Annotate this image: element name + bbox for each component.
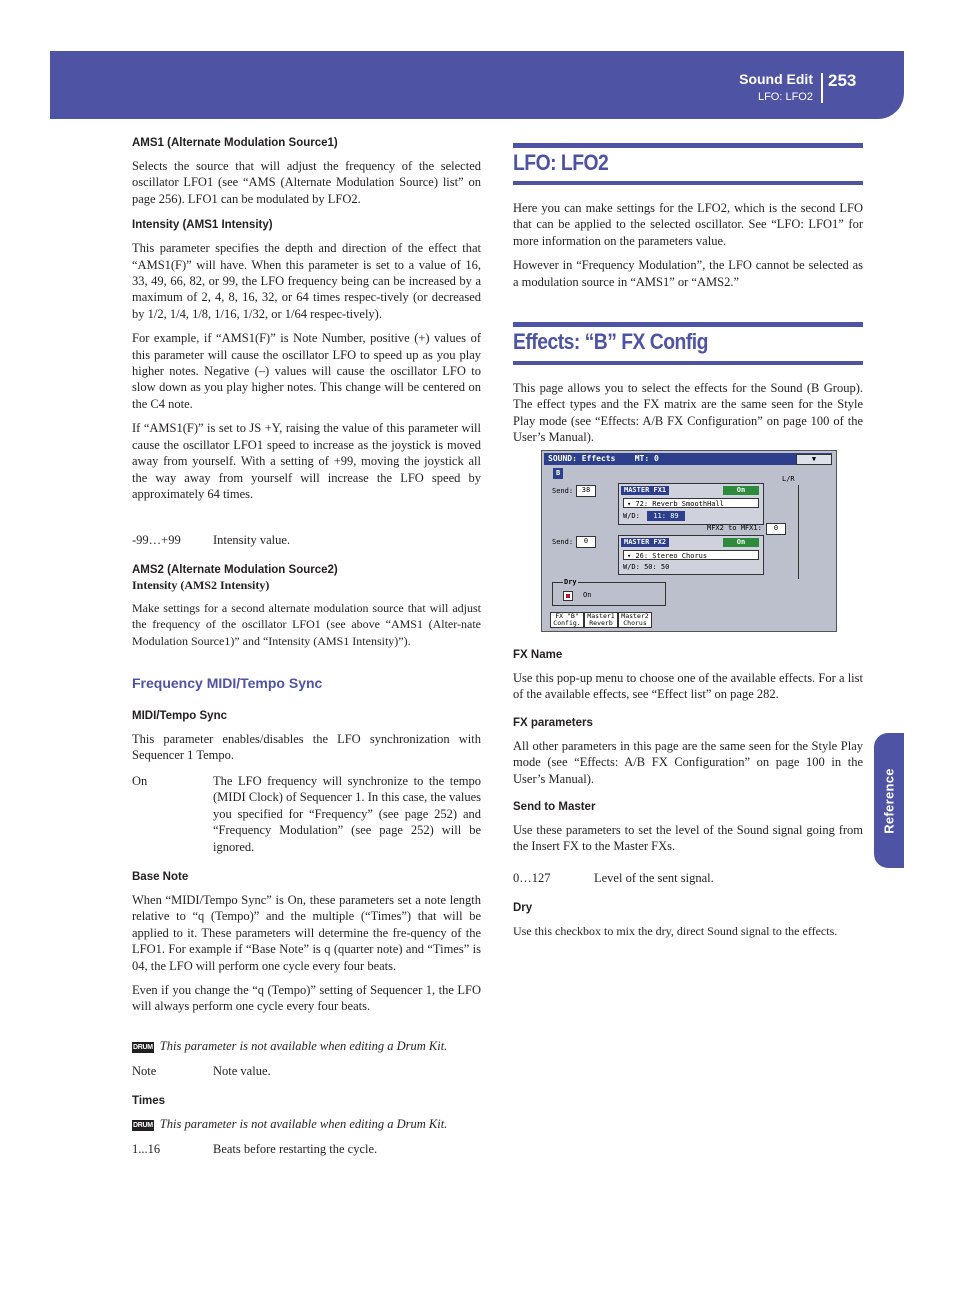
- send2-value[interactable]: 0: [576, 536, 596, 548]
- dry-checkbox[interactable]: [563, 591, 573, 601]
- sync-on-value: The LFO frequency will synchronize to the tempo (MIDI Clock) of Sequencer 1. In this case, the values you specified for “Frequency” (see page 252) and “Frequency Modulation” (see page 252) will be ignored.: [213, 774, 481, 854]
- int1-range-row: [132, 532, 481, 549]
- dropdown-arrow-icon: ▾: [627, 552, 632, 560]
- send1-value[interactable]: 38: [576, 485, 596, 497]
- lr-label: L/R: [782, 475, 795, 483]
- screen-title-bar: SOUND: Effects MT: 0: [544, 453, 832, 465]
- dry-body: Use this checkbox to mix the dry, direct Sound signal to the effects.: [513, 924, 838, 938]
- drum-note-text: This parameter is not available when editing a Drum Kit.: [159, 1117, 448, 1131]
- send-range-key: 0…127: [513, 871, 551, 885]
- send2-label: Send:: [552, 538, 574, 546]
- times-value: Beats before restarting the cycle.: [213, 1142, 378, 1156]
- base-note-paragraph-1: When “MIDI/Tempo Sync” is On, these parameters set a note length relative to “q (Tempo)” and the multiple (“Times”) that will be applied to it. These parameters will determine the fre-quency of the LFO1. For example if “Base Note” is q (quarter note) and “Times” is 04, the LFO will perform one cycle every four beats.: [132, 893, 481, 973]
- int1-paragraph-1: This parameter specifies the depth and direction of the effect that “AMS1(F)” will have. When this parameter is set to a value of 16, 33, 49, 66, 82, or 99, the LFO frequency being can be increased by a maximum of 2, 4, 8, 16, 32, or 64 times respec-tively (or decreased by 1/2, 1/4, 1/8, 1/16, 1/32, or 1/64 respec-tively).: [132, 241, 481, 321]
- fx2-wd: W/D: 50: 50: [623, 563, 670, 571]
- header-divider: [821, 73, 823, 103]
- tab-master2-chorus[interactable]: Master2 Chorus: [618, 612, 652, 628]
- int2-title: Intensity (AMS2 Intensity): [132, 578, 270, 592]
- fx-intro-paragraph: This page allows you to select the effects for the Sound (B Group). The effect types and the FX matrix are the same seen for the Style Play mode (see “Effects: A/B FX Configuration” on page 100 of the User’s Manual).: [513, 381, 863, 445]
- mfx-label: MFX2 to MFX1:: [707, 524, 762, 532]
- drum-note-text: This parameter is not available when editing a Drum Kit.: [159, 1039, 448, 1053]
- fx-intro-block: [513, 380, 863, 446]
- fx1-label: MASTER FX1: [621, 486, 669, 495]
- section-title: Sound Edit: [739, 71, 813, 87]
- send-to-master-body: Use these parameters to set the level of the Sound signal going from the Insert FX to the Master FXs.: [513, 823, 863, 854]
- sync-block: [132, 710, 481, 764]
- lfo2-heading: LFO: LFO2: [513, 150, 609, 175]
- fx-config-screenshot: [541, 450, 837, 632]
- subsection-title: LFO: LFO2: [757, 91, 813, 103]
- side-tab-reference: [874, 733, 904, 868]
- sync-on-row: [132, 773, 481, 857]
- sync-title: MIDI/Tempo Sync: [132, 710, 227, 722]
- fx1-name-select[interactable]: ▾ 72: Reverb SmoothHall: [623, 498, 759, 508]
- fx-params-title: FX parameters: [513, 716, 593, 729]
- side-tab-label: Reference: [881, 767, 897, 834]
- base-note-block: [132, 871, 481, 1015]
- ams1-body: Selects the source that will adjust the frequency of the selected oscillator LFO1 (see “AMS (Alternate Modulation Source) list” on page 256). LFO1 can be modulated by LFO2.: [132, 159, 481, 206]
- signal-line: [798, 485, 799, 579]
- lfo2-paragraph-2: However in “Frequency Modulation”, the LFO cannot be selected as a modulation source in “AMS1” or “AMS2.”: [513, 258, 863, 289]
- frequency-heading: Frequency MIDI/Tempo Sync: [132, 675, 323, 691]
- send-range-value: Level of the sent signal.: [594, 871, 714, 885]
- fx1-wd-value[interactable]: 11: 89: [647, 511, 685, 521]
- dry-label: Dry: [564, 578, 577, 586]
- send1-label: Send:: [552, 487, 574, 495]
- heading-rule-top: [513, 322, 863, 327]
- fx-config-heading: Effects: “B” FX Config: [513, 329, 708, 354]
- dropdown-arrow-icon: ▾: [627, 500, 632, 508]
- fx-name-block: [513, 649, 863, 855]
- tab-master1-reverb[interactable]: Master1 Reverb: [584, 612, 618, 628]
- base-note-paragraph-2: Even if you change the “q (Tempo)” setting of Sequencer 1, the LFO will always perform one cycle every four beats.: [132, 983, 481, 1014]
- dry-title: Dry: [513, 902, 533, 914]
- ams2-block: [132, 564, 481, 649]
- drum-icon: DRUM: [133, 1121, 153, 1129]
- menu-dropdown-icon[interactable]: ▼: [796, 454, 832, 465]
- fx-name-body: Use this pop-up menu to choose one of the available effects. For a list of the available effects, see “Effect list” on page 282.: [513, 671, 863, 702]
- fx2-label: MASTER FX2: [621, 538, 669, 547]
- group-label: B: [553, 468, 563, 479]
- times-key: 1...16: [132, 1142, 161, 1156]
- mfx-value[interactable]: 0: [766, 523, 786, 535]
- sync-on-key: On: [132, 774, 148, 788]
- times-title: Times: [132, 1095, 166, 1107]
- int1-paragraph-2: For example, if “AMS1(F)” is Note Number, positive (+) values of this parameter will cause the oscillator LFO to speed up as you play higher notes. Negative (–) values will cause the oscillator LFO to slow down as you play higher notes. This change will be centered on the C4 note.: [132, 331, 481, 411]
- fx2-name-select[interactable]: ▾ 26: Stereo Chorus: [623, 550, 759, 560]
- fx2-on-toggle[interactable]: On: [723, 538, 759, 547]
- lfo2-block: [513, 200, 863, 290]
- ams2-body: Make settings for a second alternate modulation source that will adjust the frequency of the oscillator LFO1 (see above “AMS1 (Alter-nate Modulation Source1)” and “Intensity (AMS1 Intensity)”).: [132, 601, 481, 648]
- drum-icon: DRUM: [133, 1043, 153, 1051]
- heading-rule-bottom: [513, 181, 863, 185]
- heading-rule-top: [513, 143, 863, 148]
- note-key: Note: [132, 1064, 157, 1078]
- ams1-title: AMS1 (Alternate Modulation Source1): [132, 137, 338, 149]
- fx1-panel: [618, 483, 764, 525]
- heading-rule-bottom: [513, 361, 863, 365]
- send-range-row: [513, 870, 863, 887]
- int1-paragraph-3: If “AMS1(F)” is set to JS +Y, raising the value of this parameter will cause the oscillator LFO1 speed to increase as the joystick is moved away from yourself. With a setting of +99, moving the joystick all the way away from yourself will increase the LFO speed by approximately 64 times.: [132, 421, 481, 501]
- range-key: -99…+99: [132, 533, 181, 547]
- drum-note-1: [132, 1039, 447, 1054]
- dry-block: [513, 902, 863, 939]
- fx2-panel: [618, 535, 764, 575]
- fx1-on-toggle[interactable]: On: [723, 486, 759, 495]
- drum-note-2: [132, 1117, 447, 1132]
- int1-title: Intensity (AMS1 Intensity): [132, 219, 273, 232]
- times-row: [132, 1141, 481, 1158]
- sync-body: This parameter enables/disables the LFO synchronization with Sequencer 1 Tempo.: [132, 732, 481, 763]
- lfo2-paragraph-1: Here you can make settings for the LFO2, which is the second LFO that can be applied to the selected oscillator. See “LFO: LFO1” for more information on the parameters value.: [513, 201, 863, 248]
- dry-group: [552, 578, 666, 606]
- fx-params-body: All other parameters in this page are the same seen for the Style Play mode (see “Effects: A/B FX Configuration” on page 100 in the User’s Manual).: [513, 738, 863, 786]
- fx1-wd-label: W/D:: [623, 512, 640, 520]
- header-band: [50, 51, 904, 119]
- note-value: Note value.: [213, 1064, 271, 1078]
- tab-fx-b-config[interactable]: FX "B" Config.: [550, 612, 584, 628]
- range-value: Intensity value.: [213, 533, 291, 547]
- left-column: [132, 137, 481, 502]
- fx-name-title: FX Name: [513, 649, 563, 661]
- ams2-title: AMS2 (Alternate Modulation Source2): [132, 564, 338, 576]
- send-to-master-title: Send to Master: [513, 801, 596, 814]
- page-number: 253: [828, 71, 857, 90]
- dry-state: On: [583, 591, 592, 599]
- note-row: [132, 1063, 481, 1080]
- base-note-title: Base Note: [132, 871, 189, 883]
